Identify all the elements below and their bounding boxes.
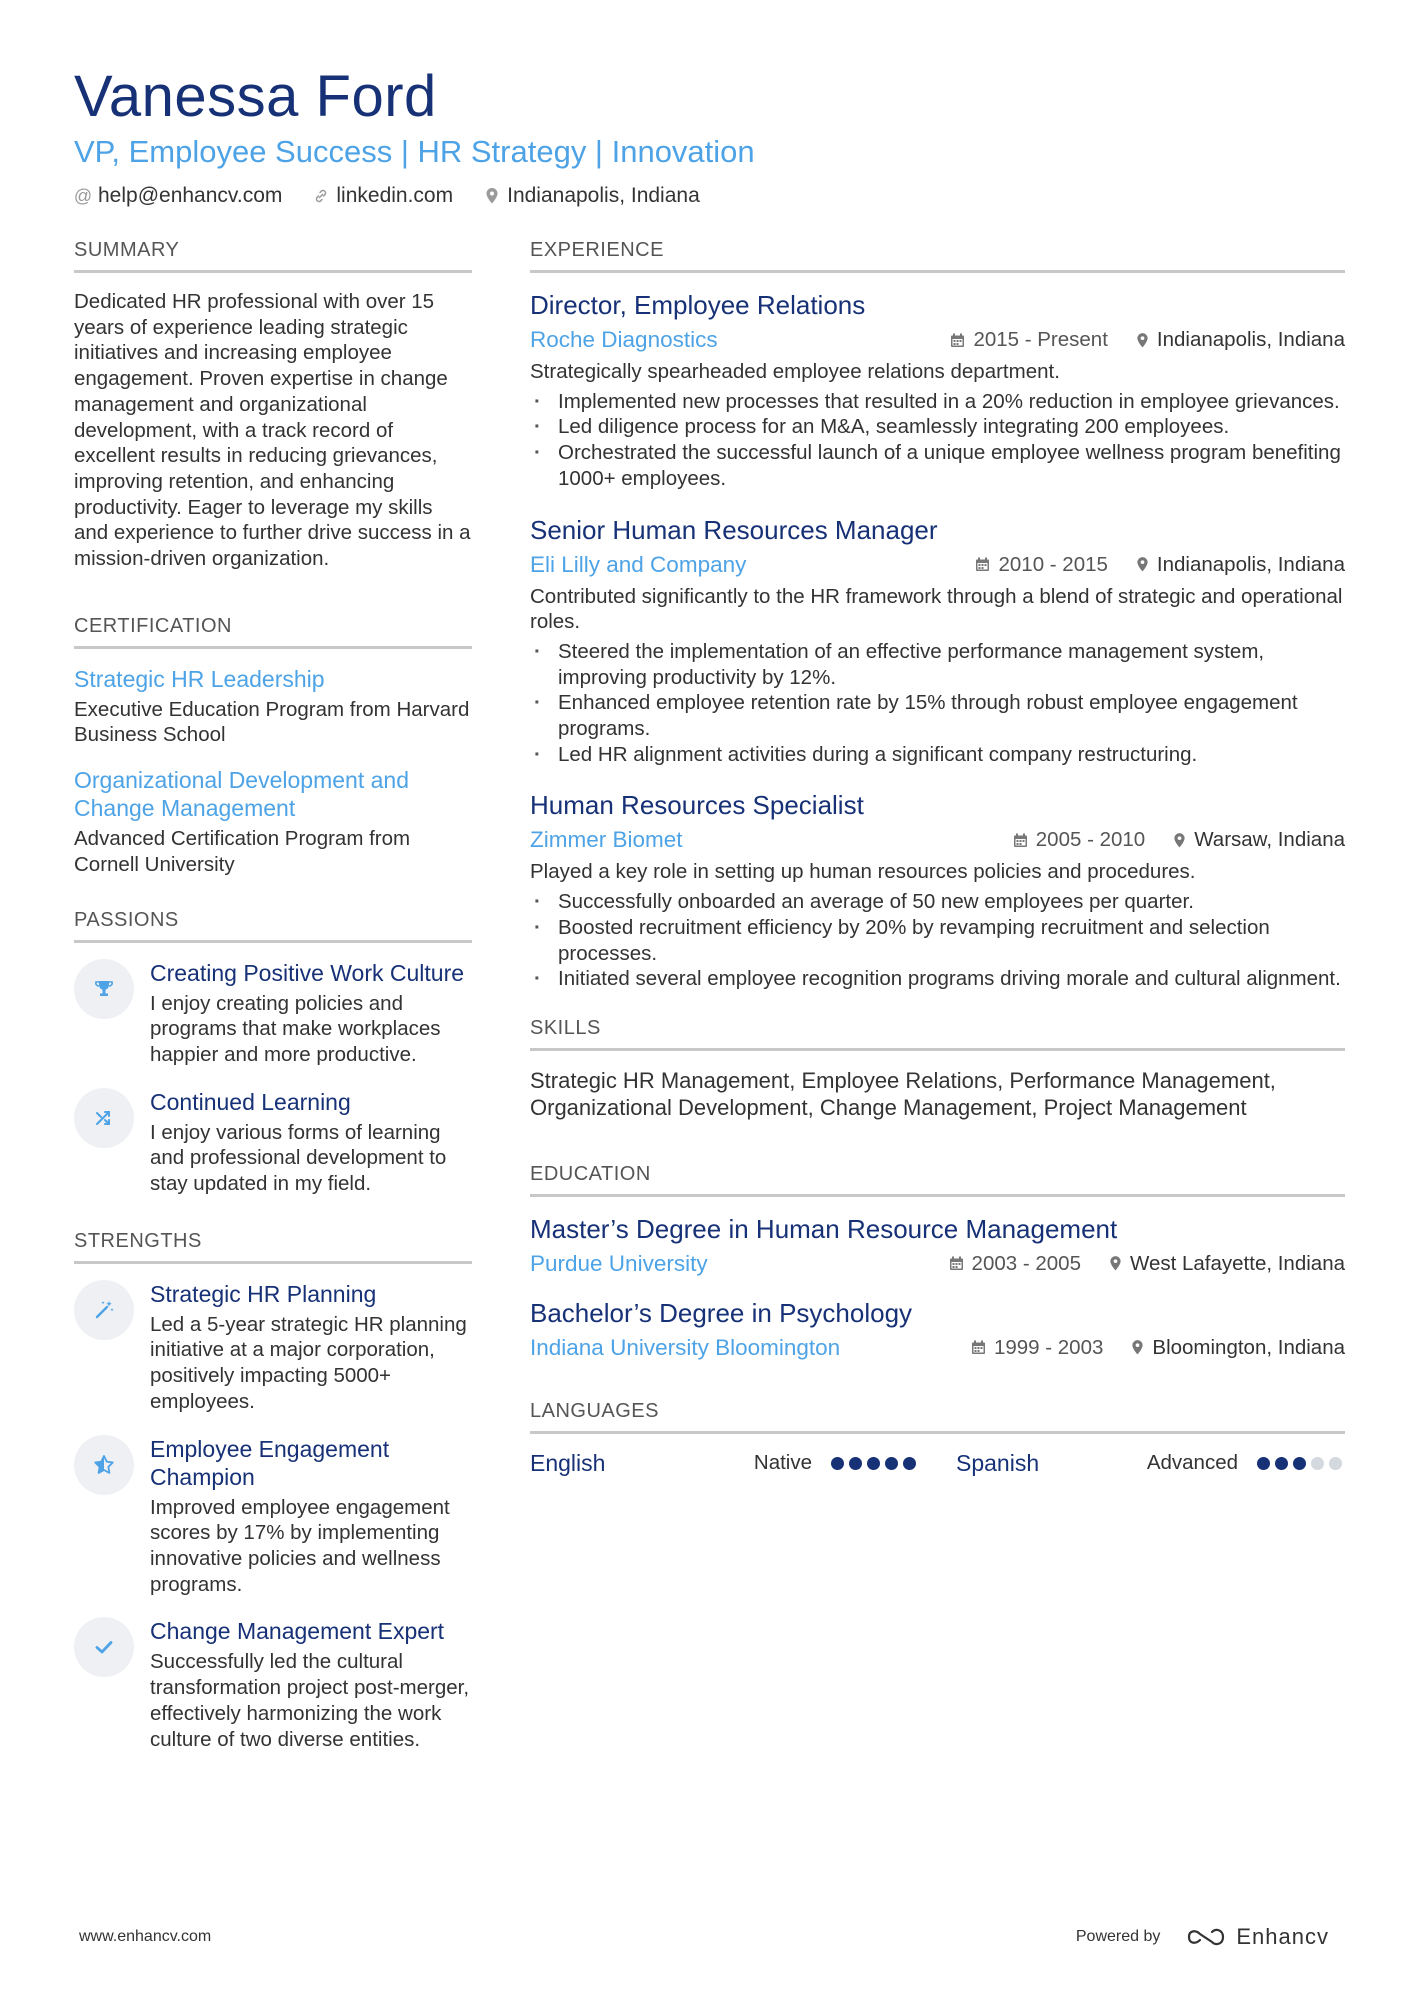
passion-item xyxy=(74,1088,472,1197)
strength-desc: Led a 5-year strategic HR planning initiative at a major corporation, positively impacting 5000+ employees. xyxy=(150,1312,467,1413)
footer-website-link[interactable]: www.enhancv.com xyxy=(79,1928,212,1945)
calendar-icon xyxy=(949,1256,964,1271)
summary-text: Dedicated HR professional with over 15 years of experience leading strategic initiatives and increasing employee engagement. Proven expertise in change management and organizational development, with a track record of excellent results in reducing grievances, improving retention, and enhancing productivity. Eager to leverage my skills and experience to further drive success in a mission-driven organization. xyxy=(74,290,471,571)
location-pin-icon xyxy=(483,187,501,205)
rating-dot xyxy=(867,1457,880,1470)
strength-title: Employee Engagement Champion xyxy=(150,1435,390,1490)
job-bullet: · Led diligence process for an M&A, seamlessly integrating 200 employees. xyxy=(530,414,1345,440)
job-role: Senior Human Resources Manager xyxy=(530,514,938,545)
passion-item xyxy=(74,959,472,1068)
job-role: Director, Employee Relations xyxy=(530,290,866,320)
experience-section xyxy=(530,236,1345,992)
contact-location xyxy=(483,184,700,208)
language-level: Native xyxy=(753,1451,812,1475)
job-dates: 2005 - 2010 xyxy=(1035,828,1146,852)
education-location: West Lafayette, Indiana xyxy=(1129,1251,1345,1275)
resume-header xyxy=(74,62,1344,208)
contact-linkedin-text: linkedin.com xyxy=(336,184,454,207)
job-summary: Strategically spearheaded employee relations department. xyxy=(530,360,1060,383)
rating-dot xyxy=(1275,1457,1288,1470)
strength-desc: Successfully led the cultural transformation project post-merger, effectively harmonizing the work culture of two diverse entities. xyxy=(150,1650,470,1751)
contact-email[interactable] xyxy=(74,184,282,208)
location-pin-icon xyxy=(1109,1255,1122,1272)
education-heading: EDUCATION xyxy=(530,1160,1345,1197)
rating-dot xyxy=(831,1457,844,1470)
company-name: Zimmer Biomet xyxy=(530,827,683,853)
job-dates: 2015 - Present xyxy=(973,328,1108,351)
strengths-heading: STRENGTHS xyxy=(74,1227,472,1264)
strength-title: Strategic HR Planning xyxy=(150,1280,377,1307)
certification-section xyxy=(74,612,472,878)
job-bullet: · Initiated several employee recognition programs driving morale and cultural alignment. xyxy=(530,966,1345,992)
passion-desc: I enjoy various forms of learning and professional development to stay updated in my field. xyxy=(150,1120,447,1196)
job-location: Indianapolis, Indiana xyxy=(1156,552,1345,576)
job-bullet: · Orchestrated the successful launch of a unique employee wellness program benefiting 1000+ employees. xyxy=(530,440,1345,491)
language-level: Advanced xyxy=(1146,1451,1238,1475)
skills-text: Strategic HR Management, Employee Relations, Performance Management, Organizational Development, Change Management, Project Management xyxy=(530,1067,1276,1121)
certification-desc: Advanced Certification Program from Cornell University xyxy=(74,827,411,876)
education-dates: 1999 - 2003 xyxy=(993,1335,1104,1359)
skills-heading: SKILLS xyxy=(530,1014,1345,1051)
strength-item xyxy=(74,1435,472,1598)
language-item xyxy=(956,1450,1342,1477)
certification-title: Strategic HR Leadership xyxy=(74,665,325,692)
enhancv-logo[interactable] xyxy=(1186,1924,1329,1950)
contact-email-text: help@enhancv.com xyxy=(98,184,283,207)
experience-item xyxy=(530,289,1345,492)
trophy-icon xyxy=(74,959,134,1019)
magic-wand-icon xyxy=(74,1280,134,1340)
job-bullets xyxy=(530,639,1345,768)
certification-title: Organizational Development and Change Management xyxy=(74,767,409,822)
job-summary: Contributed significantly to the HR framework through a blend of strategic and operational roles. xyxy=(530,584,1343,634)
location-pin-icon xyxy=(1173,832,1186,849)
strength-item xyxy=(74,1617,472,1752)
job-bullet: · Steered the implementation of an effective performance management system, improving productivity by 12%. xyxy=(530,639,1345,690)
contact-linkedin[interactable] xyxy=(312,184,453,208)
location-pin-icon xyxy=(1136,556,1149,573)
footer xyxy=(79,1924,1329,1950)
location-pin-icon xyxy=(1136,332,1149,349)
job-bullet: · Successfully onboarded an average of 50 new employees per quarter. xyxy=(530,889,1345,915)
certification-item xyxy=(74,766,472,877)
passion-title: Creating Positive Work Culture xyxy=(150,959,465,986)
job-location: Indianapolis, Indiana xyxy=(1156,328,1345,351)
education-item xyxy=(530,1297,1345,1363)
job-bullets xyxy=(530,389,1345,492)
calendar-icon xyxy=(971,1340,986,1355)
strength-desc: Improved employee engagement scores by 17% by implementing innovative policies and wellness programs. xyxy=(150,1495,450,1596)
education-location: Bloomington, Indiana xyxy=(1152,1335,1345,1359)
language-name: Spanish xyxy=(956,1449,1040,1476)
rating-dot xyxy=(1257,1457,1270,1470)
calendar-icon xyxy=(975,557,990,572)
summary-heading: SUMMARY xyxy=(74,236,472,273)
experience-item xyxy=(530,514,1345,768)
language-name: English xyxy=(530,1449,606,1476)
education-dates: 2003 - 2005 xyxy=(971,1251,1081,1275)
brand-name: Enhancv xyxy=(1236,1924,1329,1949)
at-icon: @ xyxy=(73,185,93,206)
rating-dot xyxy=(903,1457,916,1470)
passions-heading: PASSIONS xyxy=(74,906,472,943)
left-column xyxy=(74,236,472,1772)
experience-item xyxy=(530,789,1345,992)
summary-section xyxy=(74,236,472,572)
experience-heading: EXPERIENCE xyxy=(530,236,1345,273)
passion-desc: I enjoy creating policies and programs that make workplaces happier and more productive. xyxy=(150,991,441,1066)
languages-section xyxy=(530,1397,1345,1477)
calendar-icon xyxy=(950,333,965,348)
company-name: Eli Lilly and Company xyxy=(530,551,747,577)
job-bullet: · Led HR alignment activities during a significant company restructuring. xyxy=(530,742,1345,768)
job-dates: 2010 - 2015 xyxy=(998,552,1108,576)
calendar-icon xyxy=(1013,833,1028,848)
rating-dot xyxy=(885,1457,898,1470)
job-bullet: · Boosted recruitment efficiency by 20% by revamping recruitment and selection processes. xyxy=(530,915,1345,966)
job-bullet: · Implemented new processes that resulted in a 20% reduction in employee grievances. xyxy=(530,389,1345,415)
school-name: Purdue University xyxy=(530,1250,708,1276)
language-rating xyxy=(1252,1457,1342,1470)
rating-dot xyxy=(849,1457,862,1470)
degree-title: Master’s Degree in Human Resource Management xyxy=(530,1213,1118,1244)
rating-dot xyxy=(1311,1457,1324,1470)
strengths-section xyxy=(74,1227,472,1752)
certification-item xyxy=(74,665,472,748)
passion-title: Continued Learning xyxy=(150,1088,351,1115)
passions-section xyxy=(74,906,472,1197)
school-name: Indiana University Bloomington xyxy=(530,1334,841,1360)
degree-title: Bachelor’s Degree in Psychology xyxy=(530,1297,913,1328)
language-item xyxy=(530,1450,916,1477)
certification-desc: Executive Education Program from Harvard Business School xyxy=(74,697,470,747)
job-bullets xyxy=(530,889,1345,992)
certification-heading: CERTIFICATION xyxy=(74,612,472,649)
strength-title: Change Management Expert xyxy=(150,1618,445,1645)
candidate-title: VP, Employee Success | HR Strategy | Innovation xyxy=(74,134,755,169)
right-column xyxy=(530,236,1345,1477)
contact-bar xyxy=(74,184,1344,208)
education-section xyxy=(530,1160,1345,1363)
rating-dot xyxy=(1293,1457,1306,1470)
rating-dot xyxy=(1329,1457,1342,1470)
checkmark-icon xyxy=(74,1617,134,1677)
language-rating xyxy=(826,1457,916,1470)
shuffle-icon xyxy=(74,1088,134,1148)
languages-heading: LANGUAGES xyxy=(530,1397,1345,1434)
contact-location-text: Indianapolis, Indiana xyxy=(507,184,700,207)
strength-item xyxy=(74,1280,472,1415)
link-icon xyxy=(312,187,330,205)
education-item xyxy=(530,1213,1345,1279)
job-location: Warsaw, Indiana xyxy=(1194,828,1345,852)
candidate-name: Vanessa Ford xyxy=(74,64,437,129)
star-half-icon xyxy=(74,1435,134,1495)
job-role: Human Resources Specialist xyxy=(530,790,864,821)
company-name: Roche Diagnostics xyxy=(530,327,718,352)
job-bullet: · Enhanced employee retention rate by 15% through robust employee engagement programs. xyxy=(530,690,1345,741)
skills-section xyxy=(530,1014,1345,1122)
job-summary: Played a key role in setting up human resources policies and procedures. xyxy=(530,860,1196,884)
powered-by-label: Powered by xyxy=(1075,1928,1161,1945)
location-pin-icon xyxy=(1131,1339,1144,1356)
